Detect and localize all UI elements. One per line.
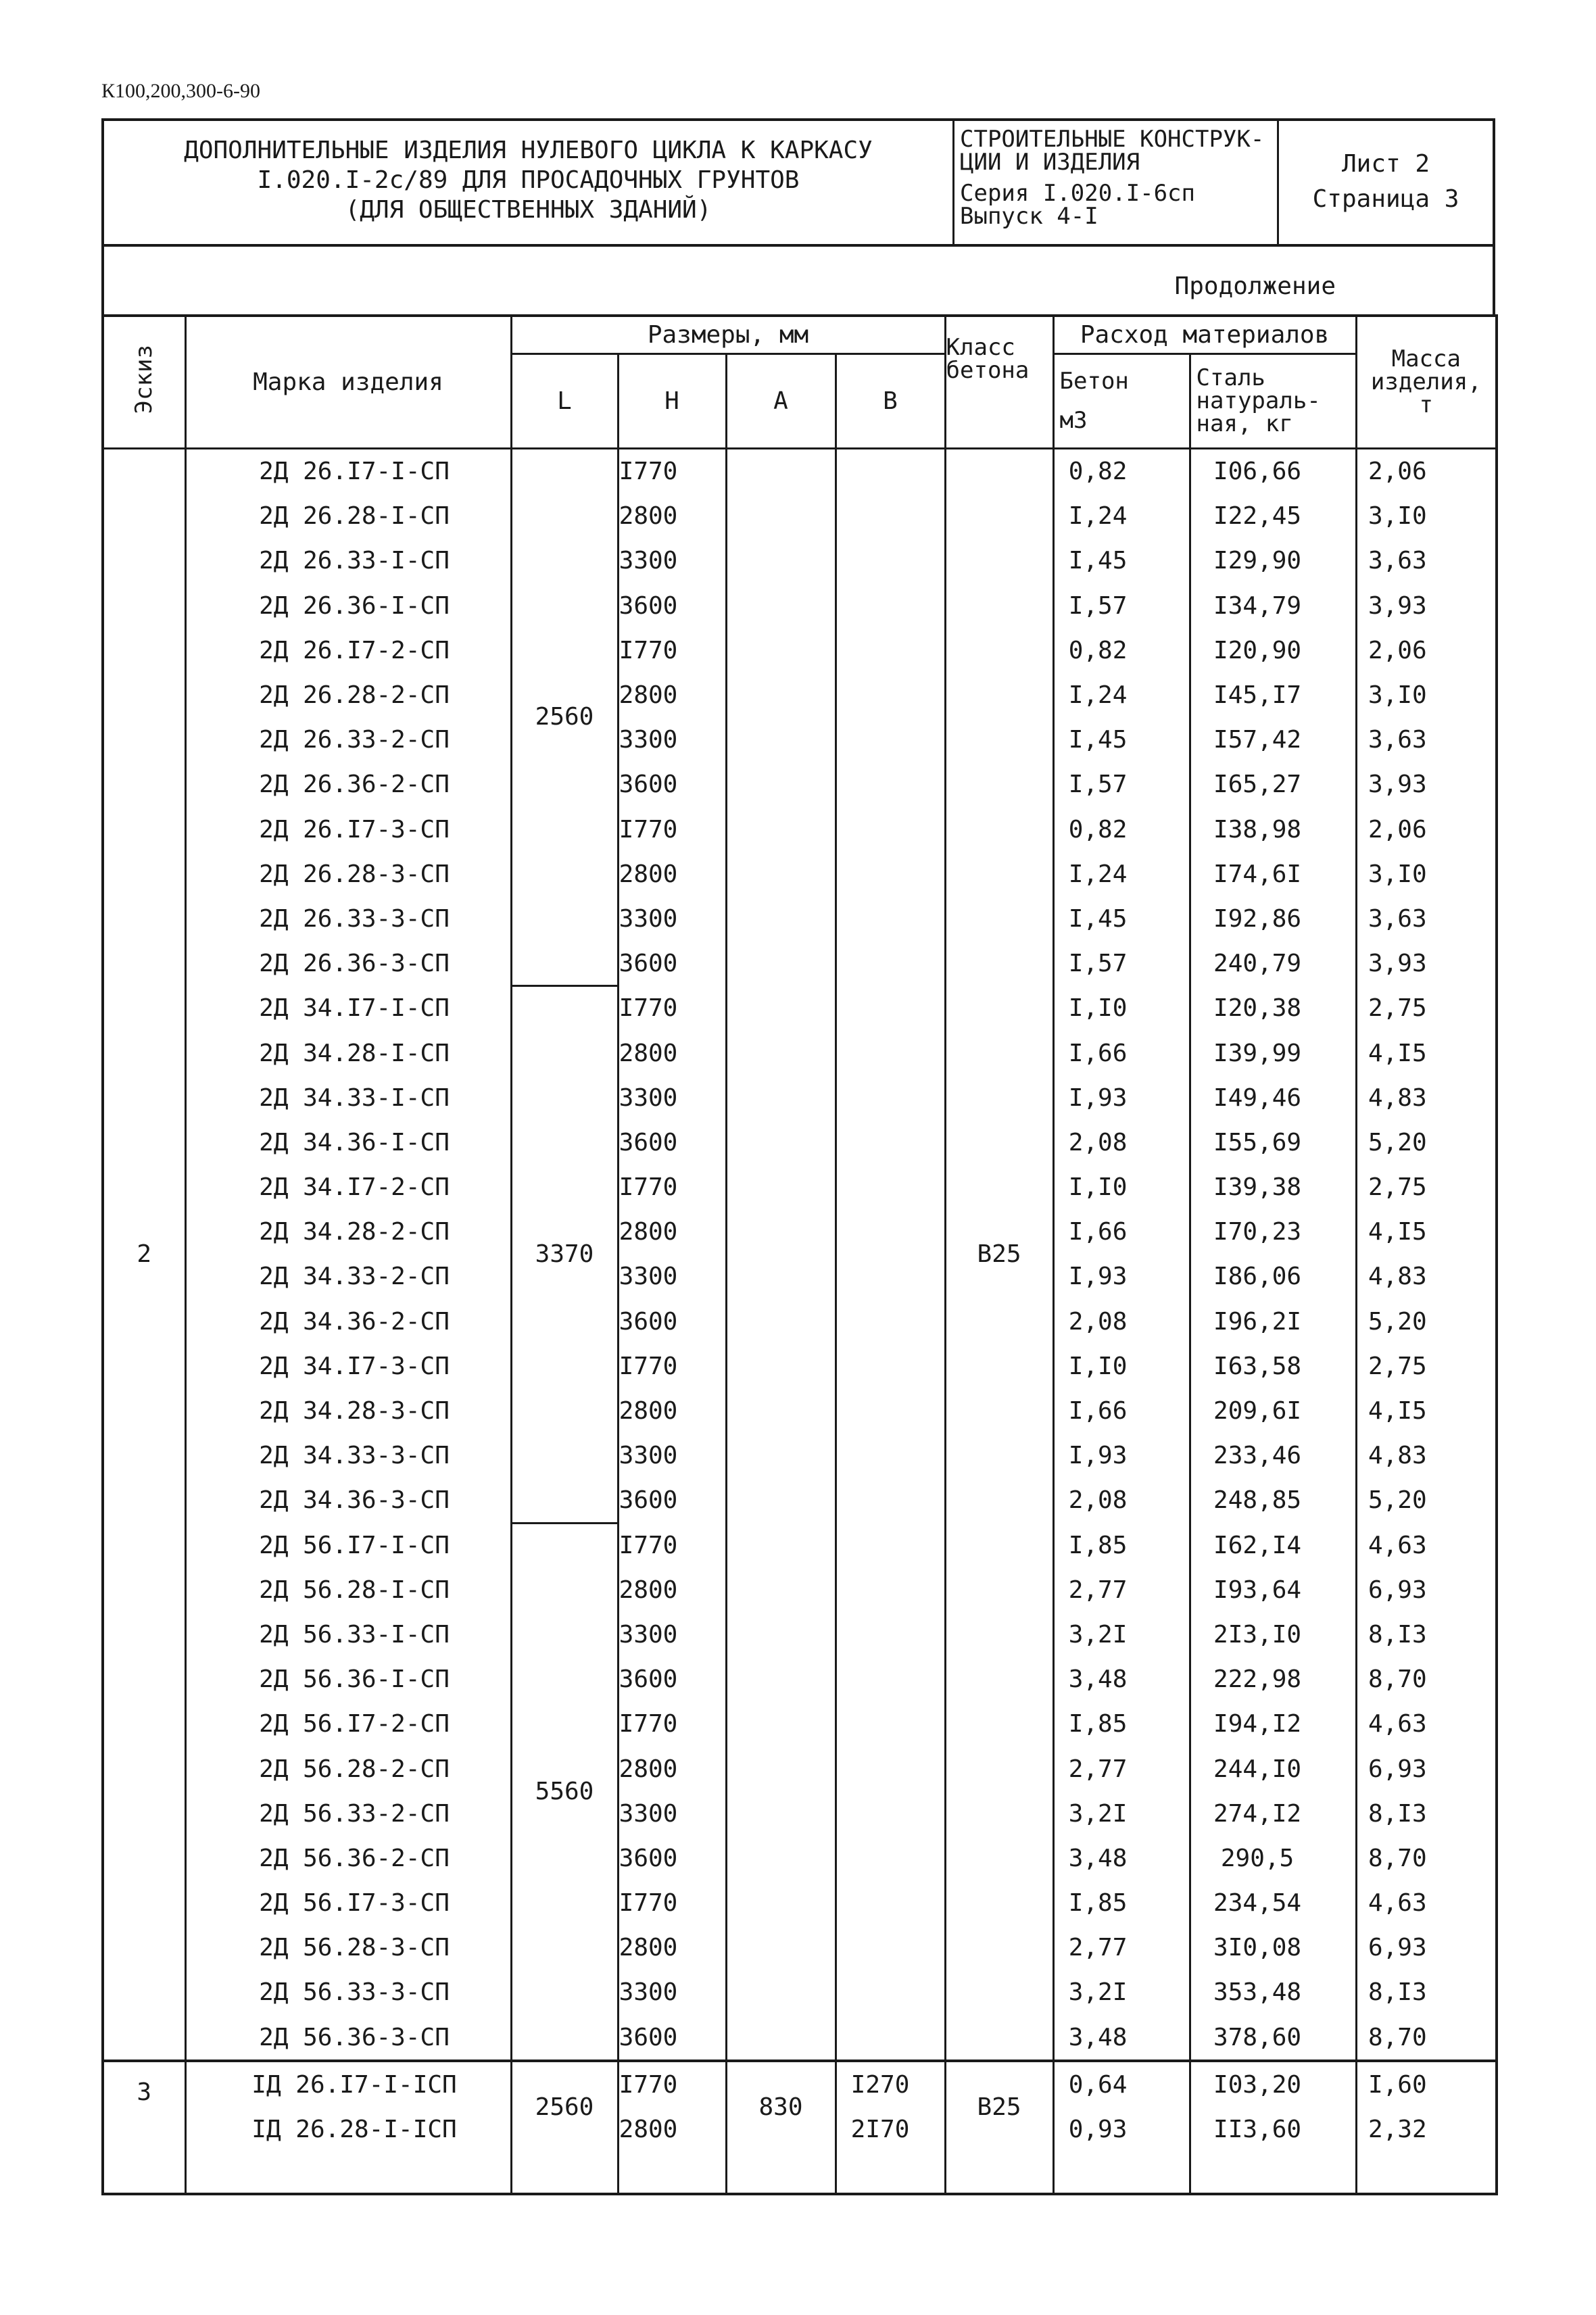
product-mass: 8,I3 xyxy=(1356,1791,1497,1836)
product-mark: IД 26.28-I-IСП xyxy=(185,2107,511,2151)
height-value: 3600 xyxy=(618,1299,726,1344)
product-mark: IД 26.I7-I-IСП xyxy=(185,2061,511,2107)
steel-mass: I62,I4 xyxy=(1190,1523,1356,1567)
dim-A-value: 830 xyxy=(726,2061,836,2151)
concrete-volume: 0,93 xyxy=(1053,2107,1190,2151)
concrete-volume: I,85 xyxy=(1053,1702,1190,1747)
sketch-number: 2 xyxy=(103,448,185,2061)
product-mass: 4,83 xyxy=(1356,1434,1497,1478)
height-value: 3600 xyxy=(618,1120,726,1165)
col-mark: Марка изделия xyxy=(185,316,511,448)
length-value: 3370 xyxy=(511,986,618,1523)
steel-mass: I20,38 xyxy=(1190,986,1356,1031)
concrete-volume: 2,08 xyxy=(1053,1478,1190,1523)
product-mass: 3,93 xyxy=(1356,583,1497,628)
product-mark: 2Д 56.28-I-СП xyxy=(185,1567,511,1612)
product-mass: 3,63 xyxy=(1356,539,1497,583)
product-mass: 4,83 xyxy=(1356,1075,1497,1120)
concrete-volume: 3,48 xyxy=(1053,2015,1190,2061)
product-mark: 2Д 56.33-3-СП xyxy=(185,1970,511,2015)
section-line: ЦИИ И ИЗДЕЛИЯ xyxy=(960,149,1140,176)
concrete-volume: I,I0 xyxy=(1053,1344,1190,1388)
col-mass: Масса изделия, т xyxy=(1356,316,1497,448)
concrete-volume: I,85 xyxy=(1053,1523,1190,1567)
product-mark: 2Д 34.36-2-СП xyxy=(185,1299,511,1344)
product-mass: 4,I5 xyxy=(1356,1388,1497,1433)
length-value: 2560 xyxy=(511,2061,618,2151)
product-mark: 2Д 26.33-3-СП xyxy=(185,896,511,941)
height-value: I770 xyxy=(618,807,726,852)
group-3-body xyxy=(103,2061,1497,2193)
product-mark: 2Д 26.33-2-СП xyxy=(185,718,511,762)
height-value: I770 xyxy=(618,628,726,673)
product-mark: 2Д 34.I7-3-СП xyxy=(185,1344,511,1388)
col-A: A xyxy=(726,354,836,448)
height-value: 2800 xyxy=(618,1926,726,1970)
height-value: 3300 xyxy=(618,718,726,762)
product-mass: 4,I5 xyxy=(1356,1031,1497,1075)
height-value: 3300 xyxy=(618,539,726,583)
dim-B-empty xyxy=(836,448,945,2061)
height-value: I770 xyxy=(618,1344,726,1388)
product-mark: 2Д 26.28-I-СП xyxy=(185,494,511,539)
product-mark: 2Д 56.I7-2-СП xyxy=(185,1702,511,1747)
title-line: ДОПОЛНИТЕЛЬНЫЕ ИЗДЕЛИЯ НУЛЕВОГО ЦИКЛА К КАРКАСУ xyxy=(184,137,873,164)
height-value: 3300 xyxy=(618,1612,726,1657)
sheet-label: Лист 2 xyxy=(1341,150,1430,178)
steel-mass: I39,38 xyxy=(1190,1165,1356,1210)
product-mark: 2Д 34.36-3-СП xyxy=(185,1478,511,1523)
steel-mass: 244,I0 xyxy=(1190,1747,1356,1791)
product-mark: 2Д 56.36-I-СП xyxy=(185,1657,511,1702)
product-mass: 2,75 xyxy=(1356,1344,1497,1388)
product-mass: 3,I0 xyxy=(1356,852,1497,896)
series-block xyxy=(954,121,1279,244)
product-mass: 8,70 xyxy=(1356,1836,1497,1880)
product-mark: 2Д 26.36-3-СП xyxy=(185,942,511,986)
length-value: 5560 xyxy=(511,1523,618,2061)
dim-A-empty xyxy=(726,448,836,2061)
product-mass: 8,I3 xyxy=(1356,1612,1497,1657)
product-mark: 2Д 26.36-2-СП xyxy=(185,762,511,807)
col-H: H xyxy=(618,354,726,448)
product-mass: 6,93 xyxy=(1356,1926,1497,1970)
height-value: 2800 xyxy=(618,494,726,539)
steel-mass: 209,6I xyxy=(1190,1388,1356,1433)
product-mark: 2Д 26.28-2-СП xyxy=(185,673,511,717)
steel-mass: I92,86 xyxy=(1190,896,1356,941)
product-mass: 4,83 xyxy=(1356,1254,1497,1299)
steel-mass: I03,20 xyxy=(1190,2061,1356,2107)
steel-mass: I38,98 xyxy=(1190,807,1356,852)
page-label: Страница 3 xyxy=(1312,185,1459,213)
concrete-volume: I,24 xyxy=(1053,494,1190,539)
concrete-volume: I,85 xyxy=(1053,1881,1190,1926)
concrete-volume: I,45 xyxy=(1053,718,1190,762)
concrete-volume: 3,2I xyxy=(1053,1791,1190,1836)
product-mass: 5,20 xyxy=(1356,1299,1497,1344)
concrete-class: В25 xyxy=(945,2061,1053,2151)
product-mass: 8,70 xyxy=(1356,2015,1497,2061)
product-mark: 2Д 26.I7-2-СП xyxy=(185,628,511,673)
product-mass: 2,06 xyxy=(1356,448,1497,494)
height-value: 2800 xyxy=(618,673,726,717)
product-mass: 3,63 xyxy=(1356,718,1497,762)
steel-mass: 233,46 xyxy=(1190,1434,1356,1478)
title-block xyxy=(101,118,1495,247)
concrete-volume: I,93 xyxy=(1053,1254,1190,1299)
concrete-volume: 2,77 xyxy=(1053,1567,1190,1612)
concrete-volume: 0,64 xyxy=(1053,2061,1190,2107)
height-value: I770 xyxy=(618,448,726,494)
height-value: I770 xyxy=(618,1702,726,1747)
concrete-volume: 0,82 xyxy=(1053,807,1190,852)
concrete-volume: I,45 xyxy=(1053,896,1190,941)
concrete-volume: I,45 xyxy=(1053,539,1190,583)
product-mark: 2Д 34.36-I-СП xyxy=(185,1120,511,1165)
steel-mass: I96,2I xyxy=(1190,1299,1356,1344)
height-value: I770 xyxy=(618,1881,726,1926)
product-mark: 2Д 26.33-I-СП xyxy=(185,539,511,583)
product-mark: 2Д 34.33-3-СП xyxy=(185,1434,511,1478)
product-mark: 2Д 34.33-2-СП xyxy=(185,1254,511,1299)
height-value: 3300 xyxy=(618,1075,726,1120)
product-mass: 3,I0 xyxy=(1356,673,1497,717)
steel-mass: 248,85 xyxy=(1190,1478,1356,1523)
product-mass: 4,I5 xyxy=(1356,1210,1497,1254)
section-line: СТРОИТЕЛЬНЫЕ КОНСТРУК- xyxy=(960,126,1265,153)
height-value: 3300 xyxy=(618,1791,726,1836)
col-concrete: Бетон м3 xyxy=(1053,354,1190,448)
dim-B-value: 2I70 xyxy=(836,2107,945,2151)
sheet-block xyxy=(1279,121,1493,244)
table-row xyxy=(103,448,1497,494)
product-mass: 2,32 xyxy=(1356,2107,1497,2151)
issue-label: Выпуск 4-I xyxy=(960,203,1098,230)
steel-mass: II3,60 xyxy=(1190,2107,1356,2151)
height-value: I770 xyxy=(618,1523,726,1567)
steel-mass: I63,58 xyxy=(1190,1344,1356,1388)
product-mark: 2Д 56.33-2-СП xyxy=(185,1791,511,1836)
col-materials: Расход материалов xyxy=(1053,316,1356,354)
concrete-volume: 2,77 xyxy=(1053,1747,1190,1791)
height-value: I770 xyxy=(618,2061,726,2107)
specification-table xyxy=(101,314,1498,2195)
product-mark: 2Д 26.36-I-СП xyxy=(185,583,511,628)
product-mass: 4,63 xyxy=(1356,1881,1497,1926)
concrete-volume: 0,82 xyxy=(1053,628,1190,673)
height-value: 2800 xyxy=(618,1210,726,1254)
concrete-volume: I,57 xyxy=(1053,942,1190,986)
product-mark: 2Д 56.36-2-СП xyxy=(185,1836,511,1880)
steel-mass: I57,42 xyxy=(1190,718,1356,762)
concrete-volume: I,I0 xyxy=(1053,986,1190,1031)
steel-mass: I45,I7 xyxy=(1190,673,1356,717)
concrete-volume: I,24 xyxy=(1053,852,1190,896)
height-value: 3300 xyxy=(618,896,726,941)
col-B: B xyxy=(836,354,945,448)
product-mark: 2Д 34.I7-I-СП xyxy=(185,986,511,1031)
concrete-volume: 3,2I xyxy=(1053,1612,1190,1657)
product-mass: 2,75 xyxy=(1356,1165,1497,1210)
product-mass: 6,93 xyxy=(1356,1567,1497,1612)
title-line: I.020.I-2с/89 ДЛЯ ПРОСАДОЧНЫХ ГРУНТОВ xyxy=(257,166,800,194)
concrete-volume: I,24 xyxy=(1053,673,1190,717)
concrete-volume: 3,48 xyxy=(1053,1657,1190,1702)
concrete-volume: I,93 xyxy=(1053,1434,1190,1478)
product-mark: 2Д 56.36-3-СП xyxy=(185,2015,511,2061)
product-mark: 2Д 56.33-I-СП xyxy=(185,1612,511,1657)
group-2-body xyxy=(103,448,1497,2061)
height-value: 3600 xyxy=(618,583,726,628)
dim-B-value: I270 xyxy=(836,2061,945,2107)
concrete-volume: I,93 xyxy=(1053,1075,1190,1120)
steel-mass: I49,46 xyxy=(1190,1075,1356,1120)
product-mark: 2Д 56.I7-I-СП xyxy=(185,1523,511,1567)
length-value: 2560 xyxy=(511,448,618,986)
height-value: 3600 xyxy=(618,1836,726,1880)
steel-mass: 234,54 xyxy=(1190,1881,1356,1926)
product-mark: 2Д 34.33-I-СП xyxy=(185,1075,511,1120)
product-mark: 2Д 34.I7-2-СП xyxy=(185,1165,511,1210)
steel-mass: I94,I2 xyxy=(1190,1702,1356,1747)
product-mass: 5,20 xyxy=(1356,1478,1497,1523)
product-mass: 3,I0 xyxy=(1356,494,1497,539)
height-value: I770 xyxy=(618,1165,726,1210)
concrete-volume: I,66 xyxy=(1053,1031,1190,1075)
steel-mass: 2I3,I0 xyxy=(1190,1612,1356,1657)
steel-mass: 378,60 xyxy=(1190,2015,1356,2061)
concrete-volume: 2,77 xyxy=(1053,1926,1190,1970)
steel-mass: I93,64 xyxy=(1190,1567,1356,1612)
product-mark: 2Д 26.28-3-СП xyxy=(185,852,511,896)
height-value: 3600 xyxy=(618,1478,726,1523)
concrete-volume: I,66 xyxy=(1053,1210,1190,1254)
sketch-number: 3 xyxy=(103,2061,185,2193)
steel-mass: I39,99 xyxy=(1190,1031,1356,1075)
col-concrete-class: Класс бетона xyxy=(945,316,1053,448)
col-L: L xyxy=(511,354,618,448)
document-title xyxy=(104,121,954,244)
product-mass: 3,93 xyxy=(1356,942,1497,986)
height-value: 3300 xyxy=(618,1434,726,1478)
height-value: 3600 xyxy=(618,1657,726,1702)
col-sketch: Эскиз xyxy=(103,316,185,448)
product-mark: 2Д 26.I7-I-СП xyxy=(185,448,511,494)
height-value: 3600 xyxy=(618,942,726,986)
product-mass: 2,06 xyxy=(1356,628,1497,673)
concrete-volume: 2,08 xyxy=(1053,1299,1190,1344)
product-mass: 6,93 xyxy=(1356,1747,1497,1791)
continuation-label: Продолжение xyxy=(1174,272,1336,300)
product-mass: 2,75 xyxy=(1356,986,1497,1031)
concrete-volume: I,66 xyxy=(1053,1388,1190,1433)
concrete-volume: 3,2I xyxy=(1053,1970,1190,2015)
steel-mass: 274,I2 xyxy=(1190,1791,1356,1836)
product-mass: 4,63 xyxy=(1356,1702,1497,1747)
steel-mass: I70,23 xyxy=(1190,1210,1356,1254)
concrete-volume: 3,48 xyxy=(1053,1836,1190,1880)
height-value: 2800 xyxy=(618,1388,726,1433)
product-mark: 2Д 34.28-3-СП xyxy=(185,1388,511,1433)
product-mark: 2Д 26.I7-3-СП xyxy=(185,807,511,852)
concrete-class: В25 xyxy=(945,448,1053,2061)
product-mass: I,60 xyxy=(1356,2061,1497,2107)
height-value: 3300 xyxy=(618,1970,726,2015)
concrete-volume: 0,82 xyxy=(1053,448,1190,494)
height-value: 3600 xyxy=(618,2015,726,2061)
col-dims: Размеры, мм xyxy=(511,316,945,354)
height-value: I770 xyxy=(618,986,726,1031)
series-label: Серия I.020.I-6сп xyxy=(960,180,1195,207)
product-mass: 2,06 xyxy=(1356,807,1497,852)
product-mark: 2Д 34.28-I-СП xyxy=(185,1031,511,1075)
product-mass: 5,20 xyxy=(1356,1120,1497,1165)
product-mark: 2Д 56.I7-3-СП xyxy=(185,1881,511,1926)
steel-mass: I55,69 xyxy=(1190,1120,1356,1165)
steel-mass: I22,45 xyxy=(1190,494,1356,539)
height-value: 3300 xyxy=(618,1254,726,1299)
product-mass: 4,63 xyxy=(1356,1523,1497,1567)
steel-mass: I34,79 xyxy=(1190,583,1356,628)
concrete-volume: I,57 xyxy=(1053,583,1190,628)
steel-mass: 240,79 xyxy=(1190,942,1356,986)
height-value: 3600 xyxy=(618,762,726,807)
product-mass: 3,63 xyxy=(1356,896,1497,941)
document-code: К100,200,300-6-90 xyxy=(101,80,260,102)
product-mark: 2Д 56.28-2-СП xyxy=(185,1747,511,1791)
concrete-volume: 2,08 xyxy=(1053,1120,1190,1165)
concrete-volume: I,I0 xyxy=(1053,1165,1190,1210)
product-mass: 8,70 xyxy=(1356,1657,1497,1702)
steel-mass: 290,5 xyxy=(1190,1836,1356,1880)
steel-mass: I20,90 xyxy=(1190,628,1356,673)
height-value: 2800 xyxy=(618,1747,726,1791)
product-mark: 2Д 56.28-3-СП xyxy=(185,1926,511,1970)
steel-mass: I29,90 xyxy=(1190,539,1356,583)
concrete-volume: I,57 xyxy=(1053,762,1190,807)
title-line: (ДЛЯ ОБЩЕСТВЕННЫХ ЗДАНИЙ) xyxy=(345,196,712,224)
steel-mass: 222,98 xyxy=(1190,1657,1356,1702)
steel-mass: I65,27 xyxy=(1190,762,1356,807)
steel-mass: 3I0,08 xyxy=(1190,1926,1356,1970)
product-mass: 3,93 xyxy=(1356,762,1497,807)
product-mass: 8,I3 xyxy=(1356,1970,1497,2015)
height-value: 2800 xyxy=(618,1567,726,1612)
steel-mass: I74,6I xyxy=(1190,852,1356,896)
height-value: 2800 xyxy=(618,1031,726,1075)
col-steel: Сталь натураль- ная, кг xyxy=(1190,354,1356,448)
table-row xyxy=(103,2061,1497,2107)
steel-mass: I86,06 xyxy=(1190,1254,1356,1299)
height-value: 2800 xyxy=(618,2107,726,2151)
product-mark: 2Д 34.28-2-СП xyxy=(185,1210,511,1254)
continuation-row xyxy=(101,247,1495,314)
height-value: 2800 xyxy=(618,852,726,896)
steel-mass: 353,48 xyxy=(1190,1970,1356,2015)
steel-mass: I06,66 xyxy=(1190,448,1356,494)
table-row-padding xyxy=(103,2152,1497,2194)
